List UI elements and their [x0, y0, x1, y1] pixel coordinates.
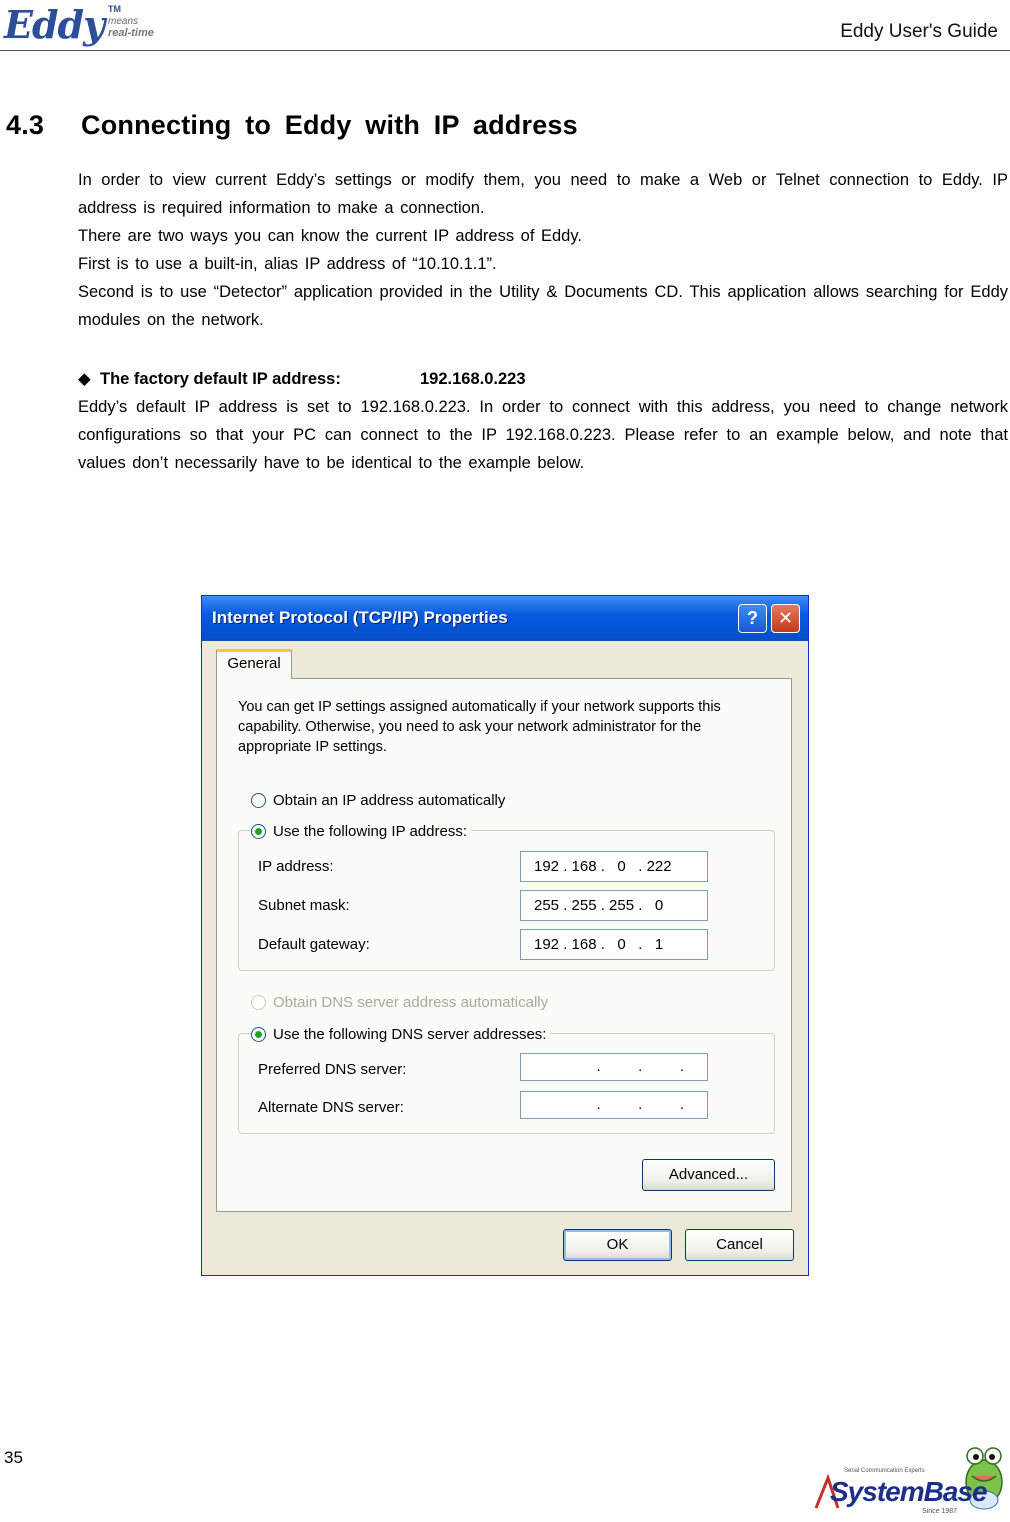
radio-label: Obtain an IP address automatically [273, 792, 506, 809]
bullet-value: 192.168.0.223 [420, 370, 526, 388]
tcpip-properties-dialog [201, 595, 809, 1276]
radio-use-following-dns[interactable] [251, 1024, 550, 1046]
ip-address-label: IP address: [258, 858, 334, 875]
dialog-title: Internet Protocol (TCP/IP) Properties [212, 608, 508, 627]
paragraph-intro: In order to view current Eddy’s settings or modify them, you need to make a Web or Telnet connection to Eddy. IP address is required information to make a connection. [78, 171, 1008, 217]
default-gateway-input[interactable]: 192 . 168 . 0 . 1 [520, 929, 708, 960]
close-icon[interactable]: ✕ [771, 604, 800, 633]
header-divider [0, 50, 1010, 51]
dialog-intro-text: You can get IP settings assigned automatically if your network supports this capability. Otherwise, you need to ask your network administrator for the appropriate IP settings. [238, 699, 721, 755]
cancel-button[interactable]: Cancel [685, 1229, 794, 1261]
radio-use-following-ip[interactable] [251, 821, 471, 843]
default-gateway-label: Default gateway: [258, 936, 370, 953]
tab-general[interactable]: General [216, 649, 292, 679]
logo-means: means [108, 16, 139, 27]
paragraph-detector: Second is to use “Detector” application provided in the Utility & Documents CD. This application allows searching for Eddy modules on the network. [78, 283, 1008, 329]
page-header [0, 0, 1010, 52]
company-tagline: Serial Communication Experts [844, 1468, 925, 1474]
systembase-logo [812, 1442, 1007, 1517]
dialog-titlebar[interactable] [202, 596, 808, 641]
radio-obtain-ip-auto[interactable] [251, 790, 505, 812]
diamond-bullet-icon: ◆ [78, 370, 91, 388]
logo-realtime: real-time [108, 27, 154, 39]
radio-label: Use the following DNS server addresses: [273, 1026, 547, 1043]
preferred-dns-label: Preferred DNS server: [258, 1061, 407, 1078]
paragraph-two-ways: There are two ways you can know the current IP address of Eddy. [78, 227, 582, 245]
advanced-button[interactable]: Advanced... [642, 1159, 775, 1191]
alternate-dns-label: Alternate DNS server: [258, 1099, 404, 1116]
ok-button[interactable]: OK [563, 1229, 672, 1261]
guide-title: Eddy User's Guide [840, 21, 998, 42]
general-tab-panel [216, 678, 792, 1212]
paragraph-alias-ip: First is to use a built-in, alias IP address of “10.10.1.1”. [78, 255, 497, 273]
default-ip-bullet [78, 365, 526, 393]
preferred-dns-input[interactable]: . . . [520, 1053, 708, 1081]
help-icon[interactable]: ? [738, 604, 767, 633]
section-title: Connecting to Eddy with IP address [81, 110, 578, 140]
radio-checked-icon[interactable] [251, 1027, 266, 1042]
section-heading [6, 110, 578, 141]
bullet-label: The factory default IP address: [100, 370, 341, 388]
logo-trademark: TM [108, 4, 121, 14]
company-name: SystemBase [830, 1476, 987, 1507]
page-number: 35 [4, 1448, 23, 1467]
ip-address-input[interactable]: 192 . 168 . 0 . 222 [520, 851, 708, 882]
radio-checked-icon[interactable] [251, 824, 266, 839]
radio-disabled-icon[interactable] [251, 995, 266, 1010]
paragraph-default-ip: Eddy’s default IP address is set to 192.168.0.223. In order to connect with this address, you need to change network configurations so that your PC can connect to the IP 192.168.0.223. Please refer to an example below, and note that values don’t necessarily have to be identical to the example below. [78, 398, 1008, 472]
company-since: Since 1987 [922, 1508, 958, 1515]
subnet-mask-input[interactable]: 255 . 255 . 255 . 0 [520, 890, 708, 921]
subnet-mask-label: Subnet mask: [258, 897, 350, 914]
radio-label: Obtain DNS server address automatically [273, 994, 549, 1011]
radio-obtain-dns-auto[interactable] [251, 992, 548, 1014]
section-number: 4.3 [6, 110, 45, 140]
eddy-logo [4, 2, 164, 48]
radio-unchecked-icon[interactable] [251, 793, 266, 808]
logo-wordmark: Eddy [4, 2, 105, 47]
radio-label: Use the following IP address: [273, 823, 467, 840]
alternate-dns-input[interactable]: . . . [520, 1091, 708, 1119]
